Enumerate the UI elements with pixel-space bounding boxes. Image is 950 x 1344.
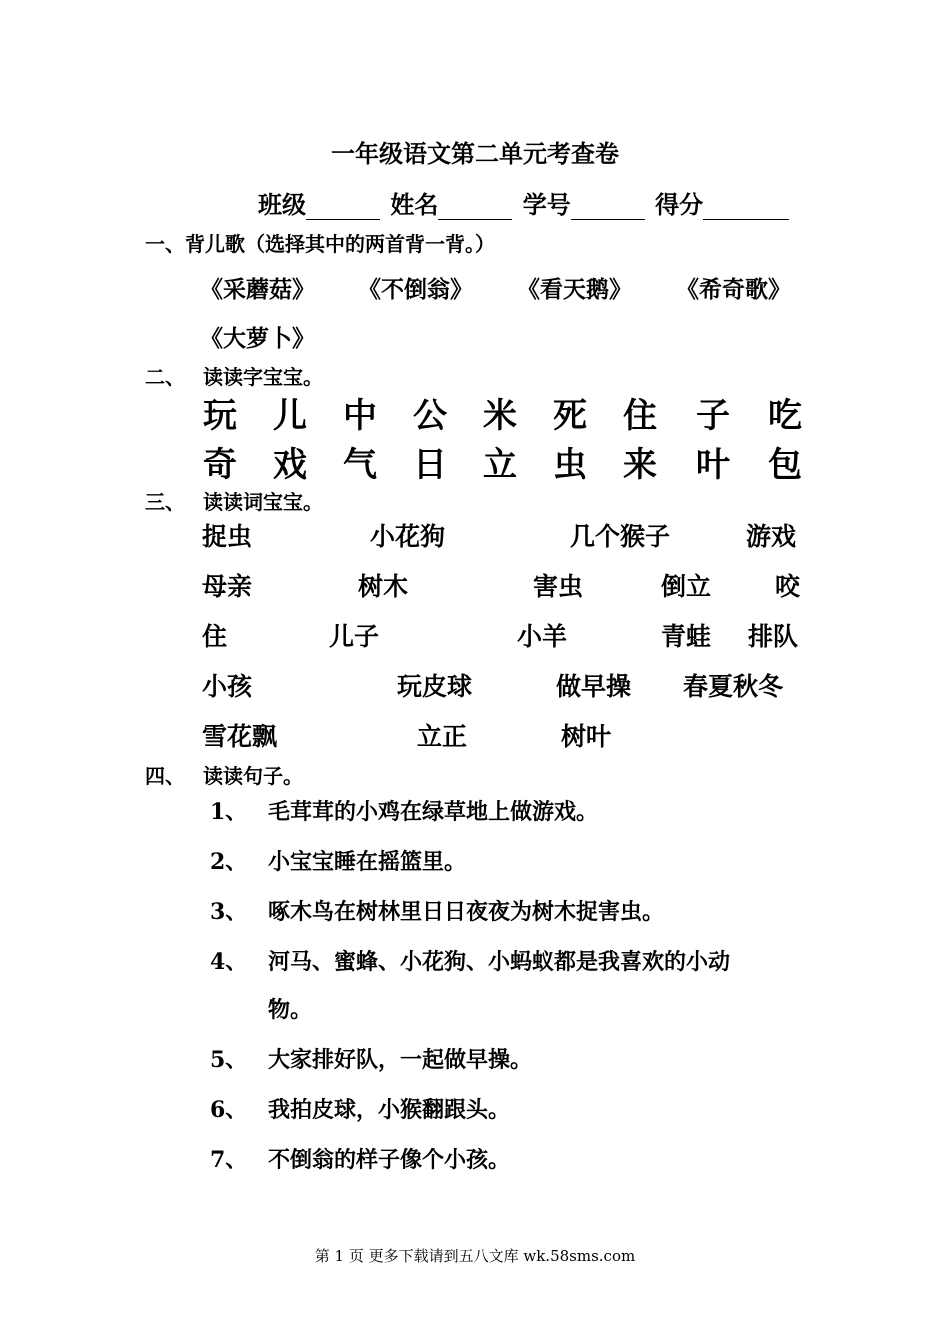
sentence-number: 2、 [210,849,248,875]
section-2-number: 二、 [145,365,185,389]
char-item: 中 [343,396,377,436]
section-4-heading [145,760,303,789]
word-item: 小孩 [202,672,253,701]
score-label: 得分 [655,190,704,219]
word-item: 小羊 [517,622,568,651]
score-blank[interactable] [703,193,789,220]
word-item: 立正 [417,722,468,751]
char-item: 日 [413,445,447,485]
name-label: 姓名 [390,190,439,219]
student-info-line [258,185,791,220]
class-label: 班级 [258,190,306,219]
char-item: 气 [343,445,377,485]
poem-item: 《看天鹅》 [517,276,632,303]
sentence-number: 5、 [210,1047,248,1073]
char-item: 公 [413,396,447,436]
char-item: 吃 [768,396,802,436]
word-item: 树叶 [561,722,612,751]
word-item: 雪花飘 [202,722,278,751]
char-item: 玩 [203,396,237,436]
word-item: 玩皮球 [397,672,473,701]
char-item: 来 [623,445,657,485]
sentence-number: 4、 [210,949,248,975]
char-item: 戏 [273,445,307,485]
word-item: 树木 [358,572,409,601]
word-item: 捉虫 [202,522,253,551]
word-item: 儿子 [329,622,380,651]
poem-item: 《希奇歌》 [676,276,791,303]
char-item: 奇 [203,445,237,485]
word-item: 游戏 [746,522,797,551]
word-item: 做早操 [556,672,632,701]
word-item: 倒立 [661,572,712,601]
word-item: 春夏秋冬 [683,672,784,701]
sentence-text-continued: 物。 [268,997,313,1023]
sentence-text: 小宝宝睡在摇篮里。 [268,849,467,875]
section-4-title: 读读句子。 [203,764,303,788]
sentence-text: 大家排好队，一起做早操。 [268,1047,533,1073]
section-3-heading [145,486,323,515]
word-item: 排队 [748,622,799,651]
sentence-text: 河马、蜜蜂、小花狗、小蚂蚁都是我喜欢的小动 [268,949,731,975]
word-item: 母亲 [202,572,253,601]
name-blank[interactable] [438,193,512,220]
section-3-number: 三、 [145,490,185,514]
char-item: 包 [768,445,802,485]
page-footer: 第 1 页 更多下载请到五八文库 wk.58sms.com [314,1247,636,1265]
sentence-text: 啄木鸟在树林里日日夜夜为树木捉害虫。 [268,899,665,925]
poem-item: 《不倒翁》 [358,276,473,303]
poem-item: 《大萝卜》 [200,325,315,352]
page-title: 一年级语文第二单元考查卷 [331,139,619,168]
char-item: 子 [696,396,730,436]
sentence-number: 7、 [210,1147,248,1173]
sentence-text: 我拍皮球，小猴翻跟头。 [268,1097,511,1123]
section-1-heading: 一、背儿歌（选择其中的两首背一背。） [145,232,495,256]
char-item: 立 [483,445,517,485]
word-item: 青蛙 [661,622,712,651]
word-item: 住 [202,622,228,651]
sentence-number: 6、 [210,1097,248,1123]
sentence-number: 3、 [210,899,248,925]
word-item: 咬 [775,572,801,601]
section-2-title: 读读字宝宝。 [203,365,323,389]
section-4-number: 四、 [145,764,185,788]
id-label: 学号 [522,190,571,219]
sentence-number: 1、 [210,799,248,825]
char-item: 虫 [553,445,587,485]
id-blank[interactable] [571,193,645,220]
poem-item: 《采蘑菇》 [200,276,315,303]
char-item: 儿 [273,396,307,436]
class-blank[interactable] [306,193,380,220]
word-item: 几个猴子 [570,522,671,551]
section-2-heading [145,361,323,390]
sentence-text: 毛茸茸的小鸡在绿草地上做游戏。 [268,799,599,825]
char-item: 死 [553,396,587,436]
word-item: 害虫 [533,572,584,601]
char-item: 住 [623,396,657,436]
sentence-text: 不倒翁的样子像个小孩。 [268,1147,511,1173]
char-item: 米 [483,396,517,436]
word-item: 小花狗 [370,522,446,551]
section-3-title: 读读词宝宝。 [203,490,323,514]
char-item: 叶 [696,445,730,485]
